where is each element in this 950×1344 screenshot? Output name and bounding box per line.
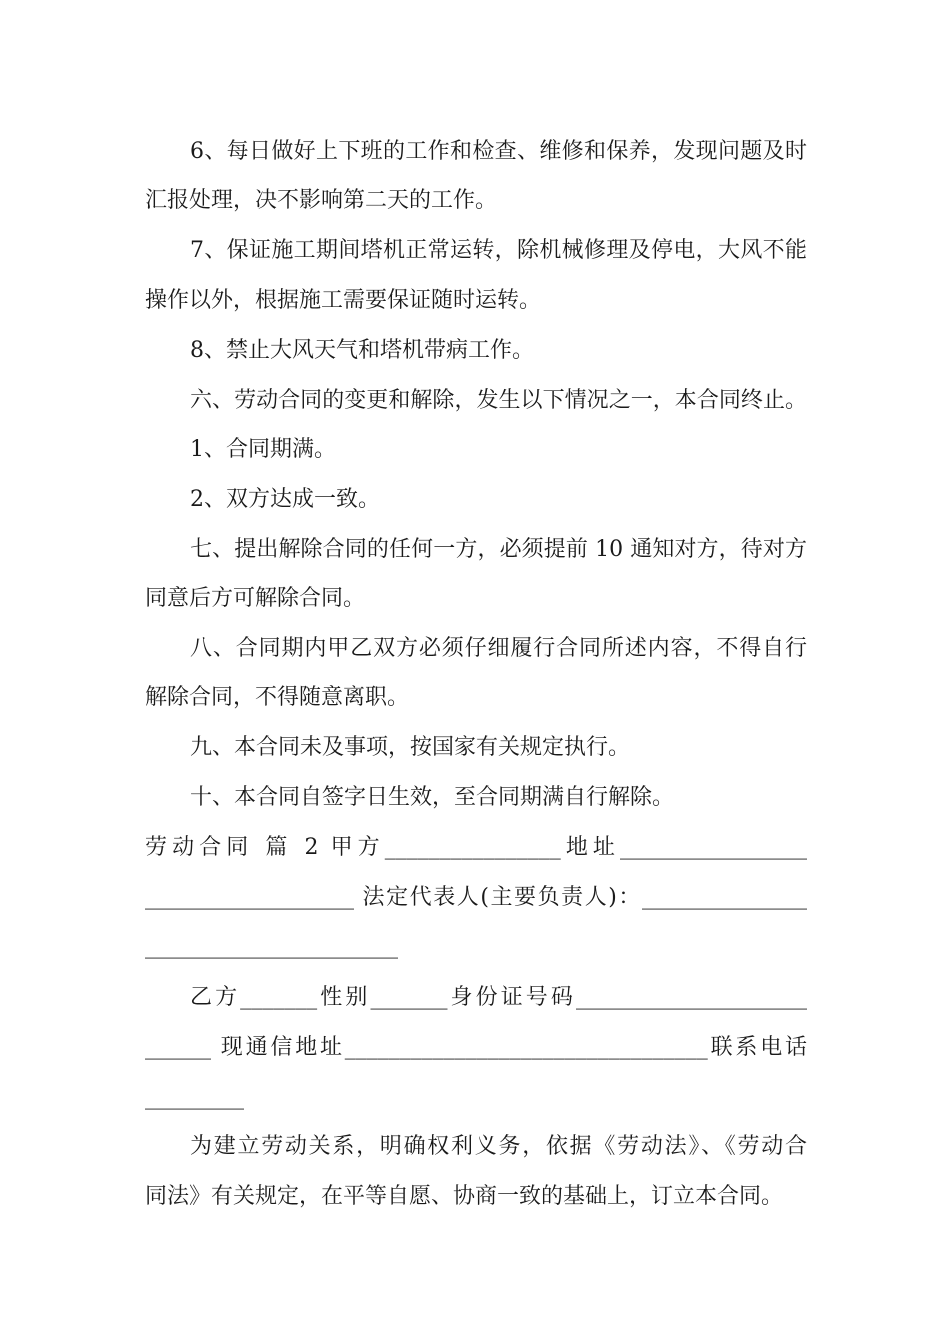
paragraph-line: 1、合同期满。 — [190, 437, 336, 462]
paragraph-line: 十、本合同自签字日生效，至合同期满自行解除。 — [190, 785, 675, 810]
form-line: ______ 现通信地址_________________________________联系电话 — [145, 1035, 807, 1060]
form-line: ___________________ 法定代表人(主要负责人)：_______________ — [145, 885, 807, 910]
paragraph-line: 同法》有关规定，在平等自愿、协商一致的基础上，订立本合同。 — [145, 1184, 784, 1209]
paragraph-line: 8、禁止大风天气和塔机带病工作。 — [190, 338, 534, 363]
paragraph-line: 6、每日做好上下班的工作和检查、维修和保养，发现问题及时 — [190, 139, 807, 164]
paragraph-line: 解除合同，不得随意离职。 — [145, 685, 410, 710]
paragraph-line: 7、保证施工期间塔机正常运转，除机械修理及停电，大风不能 — [190, 238, 807, 263]
paragraph-line: 九、本合同未及事项，按国家有关规定执行。 — [190, 735, 631, 760]
paragraph-line: 同意后方可解除合同。 — [145, 586, 366, 611]
form-line: _________ — [145, 1085, 244, 1110]
paragraph-line: 七、提出解除合同的任何一方，必须提前 10 通知对方，待对方 — [190, 537, 807, 562]
paragraph-line: 操作以外，根据施工需要保证随时运转。 — [145, 288, 542, 313]
form-line: 劳动合同 篇 2 甲方________________地址_________________ — [145, 835, 807, 860]
paragraph-line: 六、劳动合同的变更和解除，发生以下情况之一，本合同终止。 — [190, 388, 807, 413]
paragraph-line: 八、合同期内甲乙双方必须仔细履行合同所述内容，不得自行 — [190, 636, 807, 661]
paragraph-line: 汇报处理，决不影响第二天的工作。 — [145, 188, 498, 213]
form-line: _______________________ — [145, 934, 398, 959]
form-line: 乙方_______性别_______身份证号码_____________________ — [190, 985, 807, 1010]
paragraph-line: 2、双方达成一致。 — [190, 487, 380, 512]
paragraph-line: 为建立劳动关系，明确权利义务，依据《劳动法》、《劳动合 — [190, 1134, 807, 1159]
